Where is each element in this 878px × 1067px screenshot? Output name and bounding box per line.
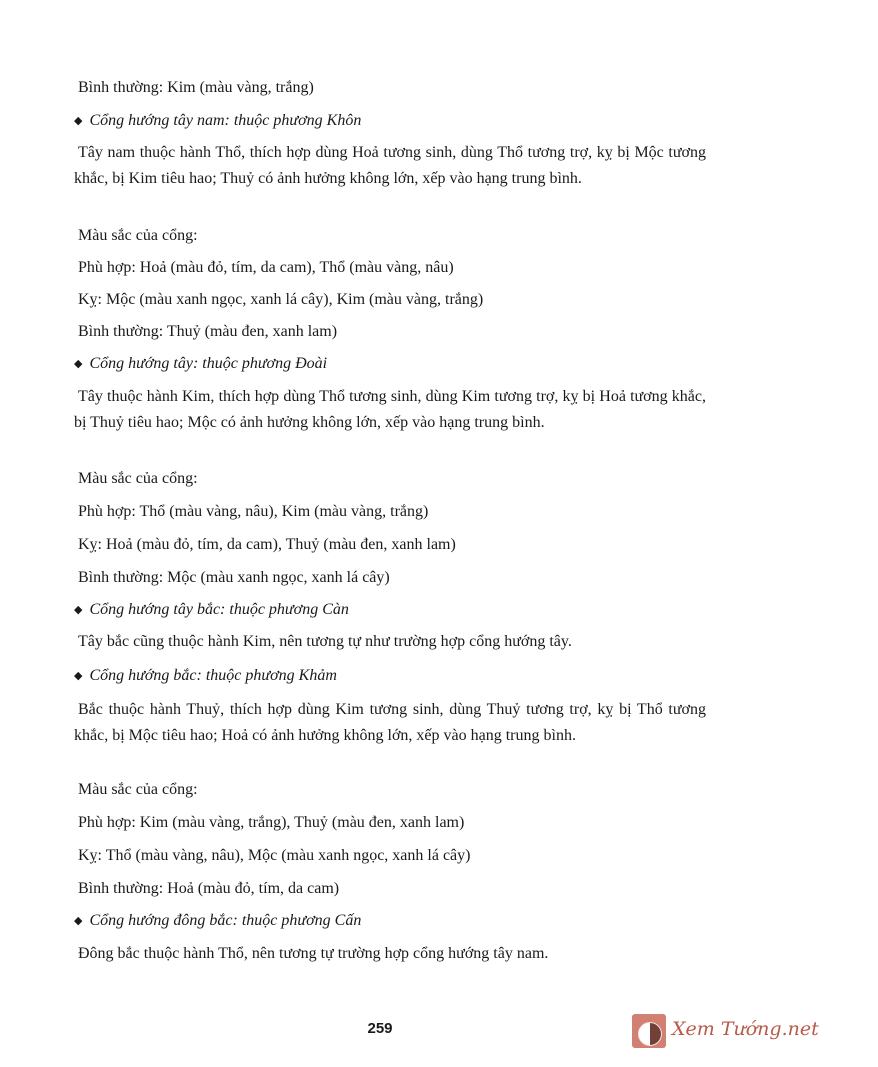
diamond-bullet-icon: ◆ <box>74 604 83 616</box>
paragraph: Tây nam thuộc hành Thổ, thích hợp dùng Hoả tương sinh, dùng Thổ tương trợ, kỵ bị Mộc tương khắc, bị Kim tiêu hao; Thuỷ có ảnh hưởng không lớn, xếp vào hạng trung bình. <box>74 144 706 187</box>
text-line: Kỵ: Hoả (màu đỏ, tím, da cam), Thuỷ (màu đen, xanh lam) <box>78 536 456 553</box>
text-line: Màu sắc của cổng: <box>78 227 198 244</box>
watermark-text: Xem Tướng.net <box>672 1018 819 1040</box>
section-heading <box>74 600 349 621</box>
heading-text: Cổng hướng tây bắc: thuộc phương Càn <box>89 601 349 618</box>
page-number: 259 <box>367 1020 393 1037</box>
paragraph: Bắc thuộc hành Thuỷ, thích hợp dùng Kim tương sinh, dùng Thuỷ tương trợ, kỵ bị Thổ tương khắc, bị Mộc tiêu hao; Hoả có ảnh hưởng không lớn, xếp vào hạng trung bình. <box>74 701 706 744</box>
diamond-bullet-icon: ◆ <box>74 358 83 370</box>
section-heading <box>74 666 337 687</box>
section-heading <box>74 911 361 932</box>
text-line: Kỵ: Mộc (màu xanh ngọc, xanh lá cây), Kim (màu vàng, trắng) <box>78 291 484 308</box>
text-line: Bình thường: Mộc (màu xanh ngọc, xanh lá cây) <box>78 569 390 586</box>
text-line: Phù hợp: Thổ (màu vàng, nâu), Kim (màu vàng, trắng) <box>78 503 429 520</box>
heading-text: Cổng hướng tây: thuộc phương Đoài <box>89 355 328 372</box>
text-line: Phù hợp: Hoả (màu đỏ, tím, da cam), Thổ (màu vàng, nâu) <box>78 259 454 276</box>
diamond-bullet-icon: ◆ <box>74 915 83 927</box>
text-line: Tây bắc cũng thuộc hành Kim, nên tương tự như trường hợp cổng hướng tây. <box>78 633 572 650</box>
text-line: Bình thường: Hoả (màu đỏ, tím, da cam) <box>78 880 340 897</box>
heading-text: Cổng hướng tây nam: thuộc phương Khôn <box>89 112 362 129</box>
yin-yang-icon <box>632 1014 666 1048</box>
text-line: Màu sắc của cổng: <box>78 781 198 798</box>
section-heading <box>74 354 327 375</box>
text-line: Bình thường: Kim (màu vàng, trắng) <box>78 79 314 96</box>
text-line: Bình thường: Thuỷ (màu đen, xanh lam) <box>78 323 338 340</box>
text-line: Kỵ: Thổ (màu vàng, nâu), Mộc (màu xanh ngọc, xanh lá cây) <box>78 847 471 864</box>
diamond-bullet-icon: ◆ <box>74 115 83 127</box>
heading-text: Cổng hướng đông bắc: thuộc phương Cấn <box>89 912 362 929</box>
text-line: Đông bắc thuộc hành Thổ, nên tương tự trường hợp cổng hướng tây nam. <box>78 945 549 962</box>
watermark-logo <box>632 1012 819 1052</box>
section-heading <box>74 111 361 132</box>
text-line: Màu sắc của cổng: <box>78 470 198 487</box>
heading-text: Cổng hướng bắc: thuộc phương Khảm <box>89 667 337 684</box>
text-line: Phù hợp: Kim (màu vàng, trắng), Thuỷ (màu đen, xanh lam) <box>78 814 465 831</box>
diamond-bullet-icon: ◆ <box>74 670 83 682</box>
paragraph: Tây thuộc hành Kim, thích hợp dùng Thổ tương sinh, dùng Kim tương trợ, kỵ bị Hoả tương khắc, bị Thuỷ tiêu hao; Mộc có ảnh hưởng không lớn, xếp vào hạng trung bình. <box>74 388 706 431</box>
